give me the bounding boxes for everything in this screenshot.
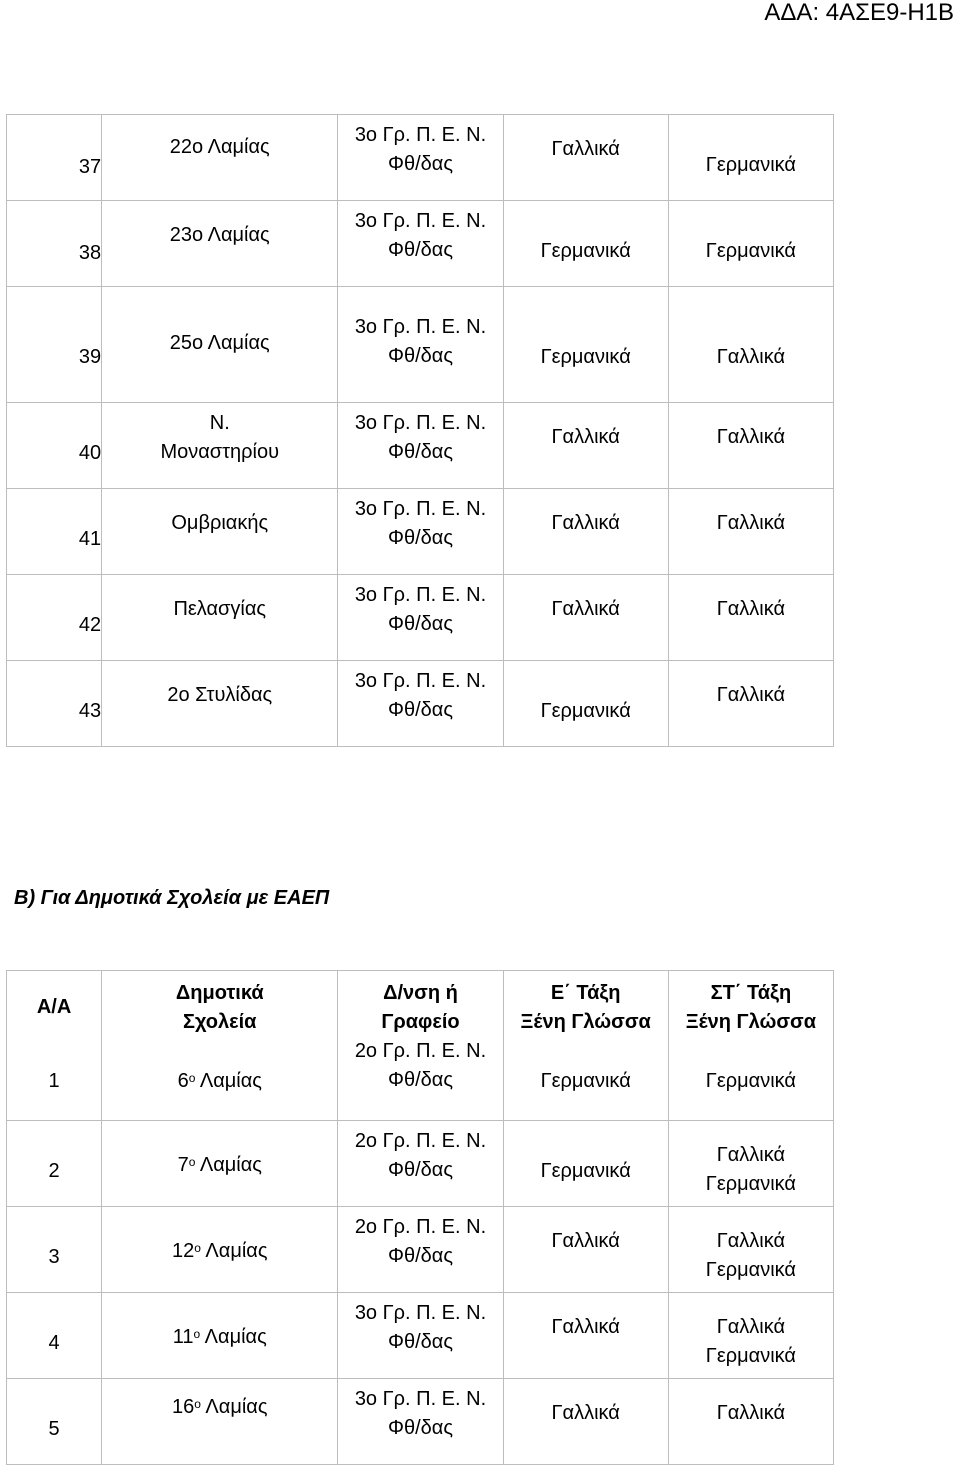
grade-e-language: Γαλλικά (551, 1230, 620, 1252)
office-name: 3ο Γρ. Π. Ε. Ν. (354, 584, 487, 606)
table-row (7, 971, 834, 1121)
grade-st-language: Γαλλικά (716, 512, 786, 534)
grade-st-language: Γερμανικά (705, 1259, 796, 1281)
header-grade-st: ΣΤ΄ Τάξη (710, 982, 792, 1004)
table-row (7, 489, 834, 575)
header-grade-e: Ε΄ Τάξη (550, 982, 621, 1004)
school-number: 16 (172, 1396, 195, 1418)
office-name: 2ο Γρ. Π. Ε. Ν. (354, 1040, 487, 1062)
row-number: 38 (78, 242, 102, 264)
eaep-schools-table (6, 970, 834, 1465)
office-name: 3ο Γρ. Π. Ε. Ν. (354, 670, 487, 692)
row-number: 37 (78, 156, 102, 178)
row-number: 4 (48, 1332, 60, 1354)
row-number: 39 (78, 346, 102, 368)
office-name: 3ο Γρ. Π. Ε. Ν. (354, 412, 487, 434)
header-grade-e: Ξένη Γλώσσα (520, 1011, 651, 1033)
school-name: 2ο Στυλίδας (167, 684, 273, 706)
office-name: 2ο Γρ. Π. Ε. Ν. (354, 1216, 487, 1238)
office-name: Φθ/δας (387, 1069, 453, 1091)
school-number: 12 (172, 1240, 195, 1262)
table-row (7, 287, 834, 403)
grade-e-language: Γερμανικά (540, 1160, 631, 1182)
grade-st-language: Γαλλικά (716, 1230, 786, 1252)
office-name: 3ο Γρ. Π. Ε. Ν. (354, 498, 487, 520)
school-name (102, 1237, 337, 1266)
school-number: 6 (177, 1070, 189, 1092)
grade-st-language: Γερμανικά (705, 1345, 796, 1367)
school-town: Λαμίας (205, 1240, 268, 1262)
office-name: Φθ/δας (387, 613, 453, 635)
row-number: 40 (78, 442, 102, 464)
school-name (102, 1151, 337, 1180)
table-row (7, 1293, 834, 1379)
school-name (102, 1067, 337, 1096)
office-name: Φθ/δας (387, 1331, 453, 1353)
grade-e-language: Γαλλικά (551, 512, 620, 534)
grade-st-language: Γαλλικά (716, 1402, 786, 1424)
header-aa: Α/Α (36, 996, 72, 1018)
office-name: Φθ/δας (387, 239, 453, 261)
table-row (7, 115, 834, 201)
grade-e-language: Γαλλικά (551, 598, 620, 620)
office-name: Φθ/δας (387, 345, 453, 367)
office-name: 3ο Γρ. Π. Ε. Ν. (354, 1302, 487, 1324)
table-row (7, 575, 834, 661)
office-name: Φθ/δας (387, 441, 453, 463)
grade-e-language: Γαλλικά (551, 1402, 620, 1424)
grade-st-language: Γαλλικά (716, 598, 786, 620)
grade-st-language: Γαλλικά (716, 1144, 786, 1166)
grade-st-language: Γαλλικά (716, 684, 786, 706)
header-office: Δ/νση ή (383, 982, 458, 1004)
table-row (7, 1379, 834, 1465)
table-row (7, 201, 834, 287)
grade-st-language: Γερμανικά (705, 240, 796, 262)
ordinal-suffix: ο (194, 1241, 201, 1255)
school-number: 7 (177, 1154, 189, 1176)
header-school: Σχολεία (183, 1011, 257, 1033)
office-name: Φθ/δας (387, 1417, 453, 1439)
office-name: 3ο Γρ. Π. Ε. Ν. (354, 124, 487, 146)
row-number: 1 (48, 1070, 60, 1092)
office-name: Φθ/δας (387, 699, 453, 721)
school-name: 22ο Λαμίας (169, 136, 270, 158)
school-town: Λαμίας (205, 1396, 268, 1418)
ordinal-suffix: ο (194, 1397, 201, 1411)
grade-e-language: Γαλλικά (551, 426, 620, 448)
office-name: 3ο Γρ. Π. Ε. Ν. (354, 210, 487, 232)
school-number: 11 (172, 1326, 194, 1348)
ordinal-suffix: ο (193, 1327, 201, 1341)
ada-code: ΑΔΑ: 4ΑΣΕ9-Η1Β (764, 0, 954, 26)
school-town: Λαμίας (204, 1326, 267, 1348)
grade-st-language: Γαλλικά (716, 1316, 786, 1338)
header-office: Γραφείο (381, 1011, 460, 1033)
grade-e-language: Γαλλικά (551, 1316, 620, 1338)
grade-st-language: Γαλλικά (716, 346, 786, 368)
header-school: Δημοτικά (175, 982, 264, 1004)
table-row (7, 1121, 834, 1207)
table-row (7, 661, 834, 747)
row-number: 42 (78, 614, 102, 636)
office-name: 2ο Γρ. Π. Ε. Ν. (354, 1130, 487, 1152)
section-title: Β) Για Δημοτικά Σχολεία με ΕΑΕΠ (14, 887, 330, 909)
row-number: 2 (48, 1160, 60, 1182)
ordinal-suffix: ο (188, 1155, 196, 1169)
grade-st-language: Γερμανικά (705, 1070, 796, 1092)
school-name: 25ο Λαμίας (169, 332, 270, 354)
schools-table-continued (6, 114, 834, 747)
school-name: Ν. (209, 412, 230, 434)
grade-e-language: Γερμανικά (540, 346, 631, 368)
school-name (102, 1323, 337, 1352)
grade-e-language: Γερμανικά (540, 240, 631, 262)
grade-st-language: Γερμανικά (705, 1173, 796, 1195)
office-name: Φθ/δας (387, 1245, 453, 1267)
school-town: Λαμίας (199, 1154, 262, 1176)
row-number: 5 (48, 1418, 60, 1440)
school-name: Ομβριακής (171, 512, 269, 534)
office-name: 3ο Γρ. Π. Ε. Ν. (354, 316, 487, 338)
row-number: 41 (78, 528, 102, 550)
grade-e-language: Γερμανικά (540, 700, 631, 722)
office-name: Φθ/δας (387, 153, 453, 175)
grade-st-language: Γερμανικά (705, 154, 796, 176)
table-row (7, 1207, 834, 1293)
grade-st-language: Γαλλικά (716, 426, 786, 448)
table-row (7, 403, 834, 489)
row-number: 3 (48, 1246, 60, 1268)
grade-e-language: Γαλλικά (551, 138, 620, 160)
grade-e-language: Γερμανικά (540, 1070, 631, 1092)
school-town: Λαμίας (199, 1070, 262, 1092)
office-name: Φθ/δας (387, 1159, 453, 1181)
office-name: 3ο Γρ. Π. Ε. Ν. (354, 1388, 487, 1410)
school-name (102, 1393, 337, 1422)
ordinal-suffix: ο (188, 1071, 196, 1085)
school-name: Μοναστηρίου (160, 441, 280, 463)
office-name: Φθ/δας (387, 527, 453, 549)
header-grade-st: Ξένη Γλώσσα (685, 1011, 816, 1033)
school-name: Πελασγίας (173, 598, 267, 620)
school-name: 23ο Λαμίας (169, 224, 270, 246)
row-number: 43 (78, 700, 102, 722)
